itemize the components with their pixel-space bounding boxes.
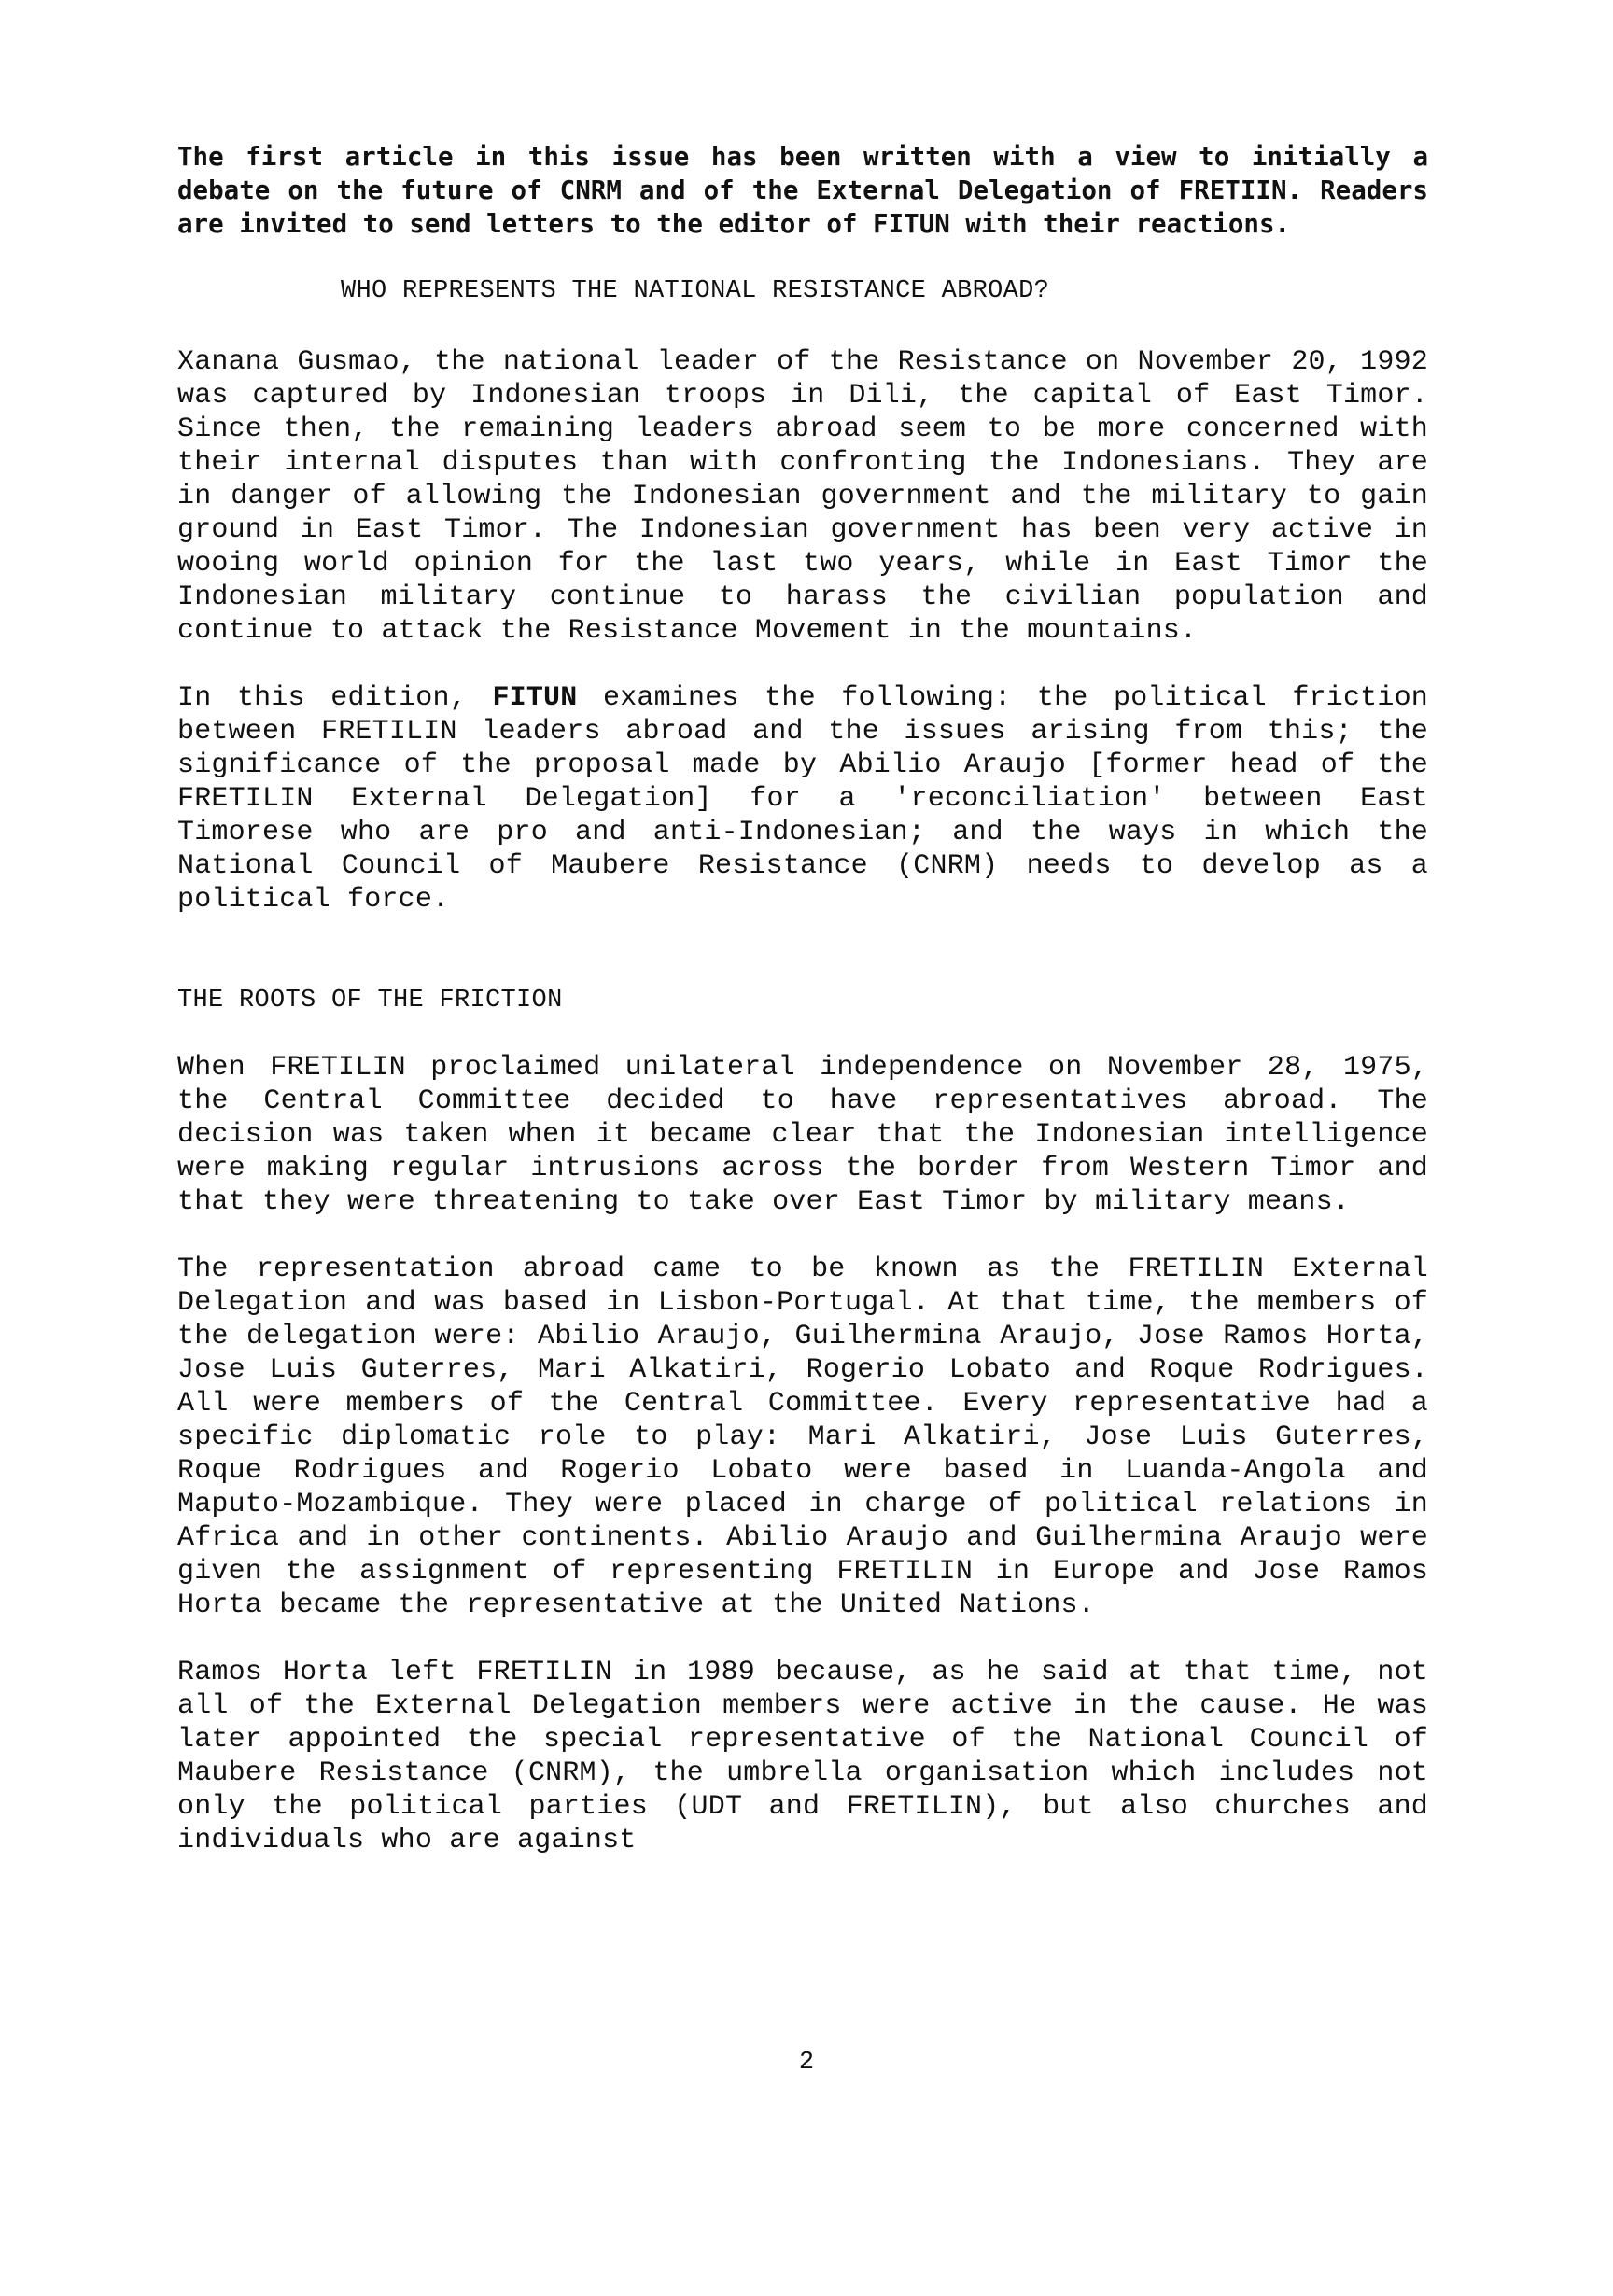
publication-name: FITUN <box>492 682 578 714</box>
editorial-intro: The first article in this issue has been written with a view to initially a debate on the future of CNRM and of the External Delegation of FRETIIN. Readers are invited to send letters to the editor of FITUN with their reactions. <box>177 142 1428 239</box>
article-title: WHO REPRESENTS THE NATIONAL RESISTANCE ABROAD? <box>341 277 1050 305</box>
paragraph-2-lead: In this edition, <box>177 682 493 714</box>
document-page <box>177 140 1428 1891</box>
paragraph-5: Ramos Horta left FRETILIN in 1989 because, as he said at that time, not all of the External Delegation members were active in the cause. He was later appointed the special representative of the National Council of Maubere Resistance (CNRM), the umbrella organisation which includes not only the political parties (UDT and FRETILIN), but also churches and individuals who are against <box>177 1657 1428 1856</box>
page-number: 2 <box>798 2049 815 2077</box>
paragraph-4: The representation abroad came to be known as the FRETILIN External Delegation and was based in Lisbon-Portugal. At that time, the members of the delegation were: Abilio Araujo, Guilhermina Araujo, Jose Ramos Horta, Jose Luis Guterres, Mari Alkatiri, Rogerio Lobato and Roque Rodrigues. All were members of the Central Committee. Every representative had a specific diplomatic role to play: Mari Alkatiri, Jose Luis Guterres, Roque Rodrigues and Rogerio Lobato were based in Luanda-Angola and Maputo-Mozambique. They were placed in charge of political relations in Africa and in other continents. Abilio Araujo and Guilhermina Araujo were given the assignment of representing FRETILIN in Europe and Jose Ramos Horta became the representative at the United Nations. <box>177 1253 1428 1621</box>
paragraph-2 <box>177 681 1428 917</box>
section-heading: THE ROOTS OF THE FRICTION <box>177 987 563 1015</box>
paragraph-2-body: examines the following: the political friction between FRETILIN leaders abroad and the issues arising from this; the significance of the proposal made by Abilio Araujo [former head of the FRETILIN External Delegation] for a 'reconciliation' between East Timorese who are pro and anti-Indonesian; and the ways in which the National Council of Maubere Resistance (CNRM) needs to develop as a political force. <box>177 682 1428 916</box>
paragraph-3: When FRETILIN proclaimed unilateral independence on November 28, 1975, the Central Committee decided to have representatives abroad. The decision was taken when it became clear that the Indonesian intelligence were making regular intrusions across the border from Western Timor and that they were threatening to take over East Timor by military means. <box>177 1052 1428 1218</box>
paragraph-1: Xanana Gusmao, the national leader of the Resistance on November 20, 1992 was captured by Indonesian troops in Dili, the capital of East Timor. Since then, the remaining leaders abroad seem to be more concerned with their internal disputes than with confronting the Indonesians. They are in danger of allowing the Indonesian government and the military to gain ground in East Timor. The Indonesian government has been very active in wooing world opinion for the last two years, while in East Timor the Indonesian military continue to harass the civilian population and continue to attack the Resistance Movement in the mountains. <box>177 346 1428 647</box>
